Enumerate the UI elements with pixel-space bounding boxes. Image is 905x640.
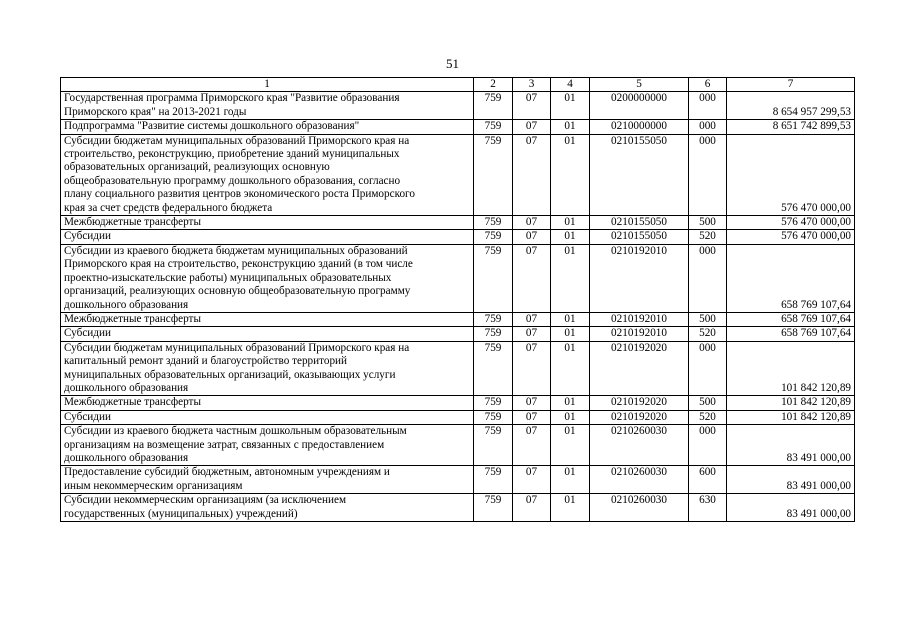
col-4: 01 xyxy=(551,494,590,522)
col-4: 01 xyxy=(551,216,590,230)
col-6: 000 xyxy=(689,92,727,120)
table-row xyxy=(61,230,855,244)
col-4: 01 xyxy=(551,120,590,134)
row-amount: 83 491 000,00 xyxy=(727,494,855,522)
col-3: 07 xyxy=(513,327,551,341)
row-name: Подпрограмма "Развитие системы дошкольного образования" xyxy=(61,120,474,134)
col-5: 0210192020 xyxy=(590,410,689,424)
col-6: 600 xyxy=(689,466,727,494)
col-5: 0210155050 xyxy=(590,216,689,230)
row-amount: 83 491 000,00 xyxy=(727,425,855,466)
col-2: 759 xyxy=(474,396,513,410)
row-amount: 101 842 120,89 xyxy=(727,396,855,410)
table-row xyxy=(61,312,855,326)
col-6: 500 xyxy=(689,396,727,410)
budget-table xyxy=(60,77,855,522)
row-name: Государственная программа Приморского края "Развитие образования Приморского края" на 2013-2021 годы xyxy=(61,92,474,120)
col-3: 07 xyxy=(513,425,551,466)
col-6: 520 xyxy=(689,410,727,424)
row-name: Субсидии xyxy=(61,230,474,244)
col-3: 07 xyxy=(513,216,551,230)
table-row xyxy=(61,341,855,396)
col-5: 0210260030 xyxy=(590,494,689,522)
table-row xyxy=(61,494,855,522)
table-row xyxy=(61,410,855,424)
col-4: 01 xyxy=(551,466,590,494)
col-5: 0210155050 xyxy=(590,134,689,215)
col-6: 000 xyxy=(689,425,727,466)
table-row xyxy=(61,466,855,494)
col-2: 759 xyxy=(474,327,513,341)
row-amount: 8 651 742 899,53 xyxy=(727,120,855,134)
col-2: 759 xyxy=(474,120,513,134)
row-name: Межбюджетные трансферты xyxy=(61,396,474,410)
col-3: 07 xyxy=(513,410,551,424)
row-name: Субсидии бюджетам муниципальных образований Приморского края на капитальный ремонт зданий и благоустройство территорий муниципальных образовательных организаций, оказывающих услуги дошкольного образования xyxy=(61,341,474,396)
col-4: 01 xyxy=(551,230,590,244)
col-2: 759 xyxy=(474,216,513,230)
row-name: Субсидии из краевого бюджета бюджетам муниципальных образований Приморского края на строительство, реконструкцию зданий (в том числе проектно-изыскательские работы) муниципальных образовательных организаций, реализующих основную общеобразовательную программу дошкольного образования xyxy=(61,244,474,312)
row-name: Субсидии из краевого бюджета частным дошкольным образовательным организациям на возмещение затрат, связанных с предоставлением дошкольного образования xyxy=(61,425,474,466)
col-4: 01 xyxy=(551,396,590,410)
col-5: 0210155050 xyxy=(590,230,689,244)
table-row xyxy=(61,327,855,341)
row-name: Межбюджетные трансферты xyxy=(61,216,474,230)
col-4: 01 xyxy=(551,410,590,424)
row-amount: 576 470 000,00 xyxy=(727,216,855,230)
col-6: 000 xyxy=(689,134,727,215)
col-6: 500 xyxy=(689,216,727,230)
header-cell: 2 xyxy=(474,78,513,92)
col-5: 0200000000 xyxy=(590,92,689,120)
row-name: Субсидии бюджетам муниципальных образований Приморского края на строительство, реконструкцию, приобретение зданий муниципальных образовательных организаций, реализующих основную общеобразовательную программу дошкольного образования, согласно плану социального развития центров экономического роста Приморского края за счет средств федерального бюджета xyxy=(61,134,474,215)
row-amount: 8 654 957 299,53 xyxy=(727,92,855,120)
col-3: 07 xyxy=(513,120,551,134)
col-6: 520 xyxy=(689,327,727,341)
row-amount: 658 769 107,64 xyxy=(727,244,855,312)
col-3: 07 xyxy=(513,230,551,244)
col-4: 01 xyxy=(551,244,590,312)
col-2: 759 xyxy=(474,410,513,424)
col-6: 500 xyxy=(689,312,727,326)
col-5: 0210192010 xyxy=(590,327,689,341)
header-row xyxy=(61,78,855,92)
header-cell: 5 xyxy=(590,78,689,92)
row-name: Субсидии xyxy=(61,327,474,341)
row-name: Предоставление субсидий бюджетным, автономным учреждениям и иным некоммерческим организациям xyxy=(61,466,474,494)
table-row xyxy=(61,396,855,410)
col-3: 07 xyxy=(513,396,551,410)
row-amount: 576 470 000,00 xyxy=(727,134,855,215)
row-amount: 658 769 107,64 xyxy=(727,327,855,341)
table-row xyxy=(61,425,855,466)
col-2: 759 xyxy=(474,244,513,312)
row-amount: 83 491 000,00 xyxy=(727,466,855,494)
col-5: 0210192010 xyxy=(590,312,689,326)
col-3: 07 xyxy=(513,466,551,494)
col-6: 000 xyxy=(689,120,727,134)
col-6: 630 xyxy=(689,494,727,522)
col-5: 0210260030 xyxy=(590,466,689,494)
col-2: 759 xyxy=(474,466,513,494)
col-5: 0210260030 xyxy=(590,425,689,466)
col-2: 759 xyxy=(474,92,513,120)
col-2: 759 xyxy=(474,425,513,466)
table-row xyxy=(61,120,855,134)
table-row xyxy=(61,244,855,312)
row-name: Межбюджетные трансферты xyxy=(61,312,474,326)
table-row xyxy=(61,134,855,215)
col-3: 07 xyxy=(513,244,551,312)
col-5: 0210000000 xyxy=(590,120,689,134)
col-4: 01 xyxy=(551,92,590,120)
col-5: 0210192010 xyxy=(590,244,689,312)
col-4: 01 xyxy=(551,134,590,215)
col-6: 520 xyxy=(689,230,727,244)
header-cell: 1 xyxy=(61,78,474,92)
row-name: Субсидии xyxy=(61,410,474,424)
row-amount: 101 842 120,89 xyxy=(727,410,855,424)
col-6: 000 xyxy=(689,244,727,312)
row-amount: 576 470 000,00 xyxy=(727,230,855,244)
row-name: Субсидии некоммерческим организациям (за исключением государственных (муниципальных) учреждений) xyxy=(61,494,474,522)
row-amount: 101 842 120,89 xyxy=(727,341,855,396)
page-number: 51 xyxy=(446,56,459,71)
col-2: 759 xyxy=(474,312,513,326)
table-row xyxy=(61,92,855,120)
col-4: 01 xyxy=(551,327,590,341)
col-3: 07 xyxy=(513,92,551,120)
col-4: 01 xyxy=(551,425,590,466)
header-cell: 7 xyxy=(727,78,855,92)
col-2: 759 xyxy=(474,230,513,244)
col-5: 0210192020 xyxy=(590,396,689,410)
header-cell: 6 xyxy=(689,78,727,92)
col-3: 07 xyxy=(513,134,551,215)
col-3: 07 xyxy=(513,341,551,396)
row-amount: 658 769 107,64 xyxy=(727,312,855,326)
col-3: 07 xyxy=(513,494,551,522)
col-2: 759 xyxy=(474,494,513,522)
col-5: 0210192020 xyxy=(590,341,689,396)
col-3: 07 xyxy=(513,312,551,326)
col-2: 759 xyxy=(474,134,513,215)
col-4: 01 xyxy=(551,312,590,326)
header-cell: 4 xyxy=(551,78,590,92)
col-6: 000 xyxy=(689,341,727,396)
header-cell: 3 xyxy=(513,78,551,92)
table-row xyxy=(61,216,855,230)
col-2: 759 xyxy=(474,341,513,396)
col-4: 01 xyxy=(551,341,590,396)
